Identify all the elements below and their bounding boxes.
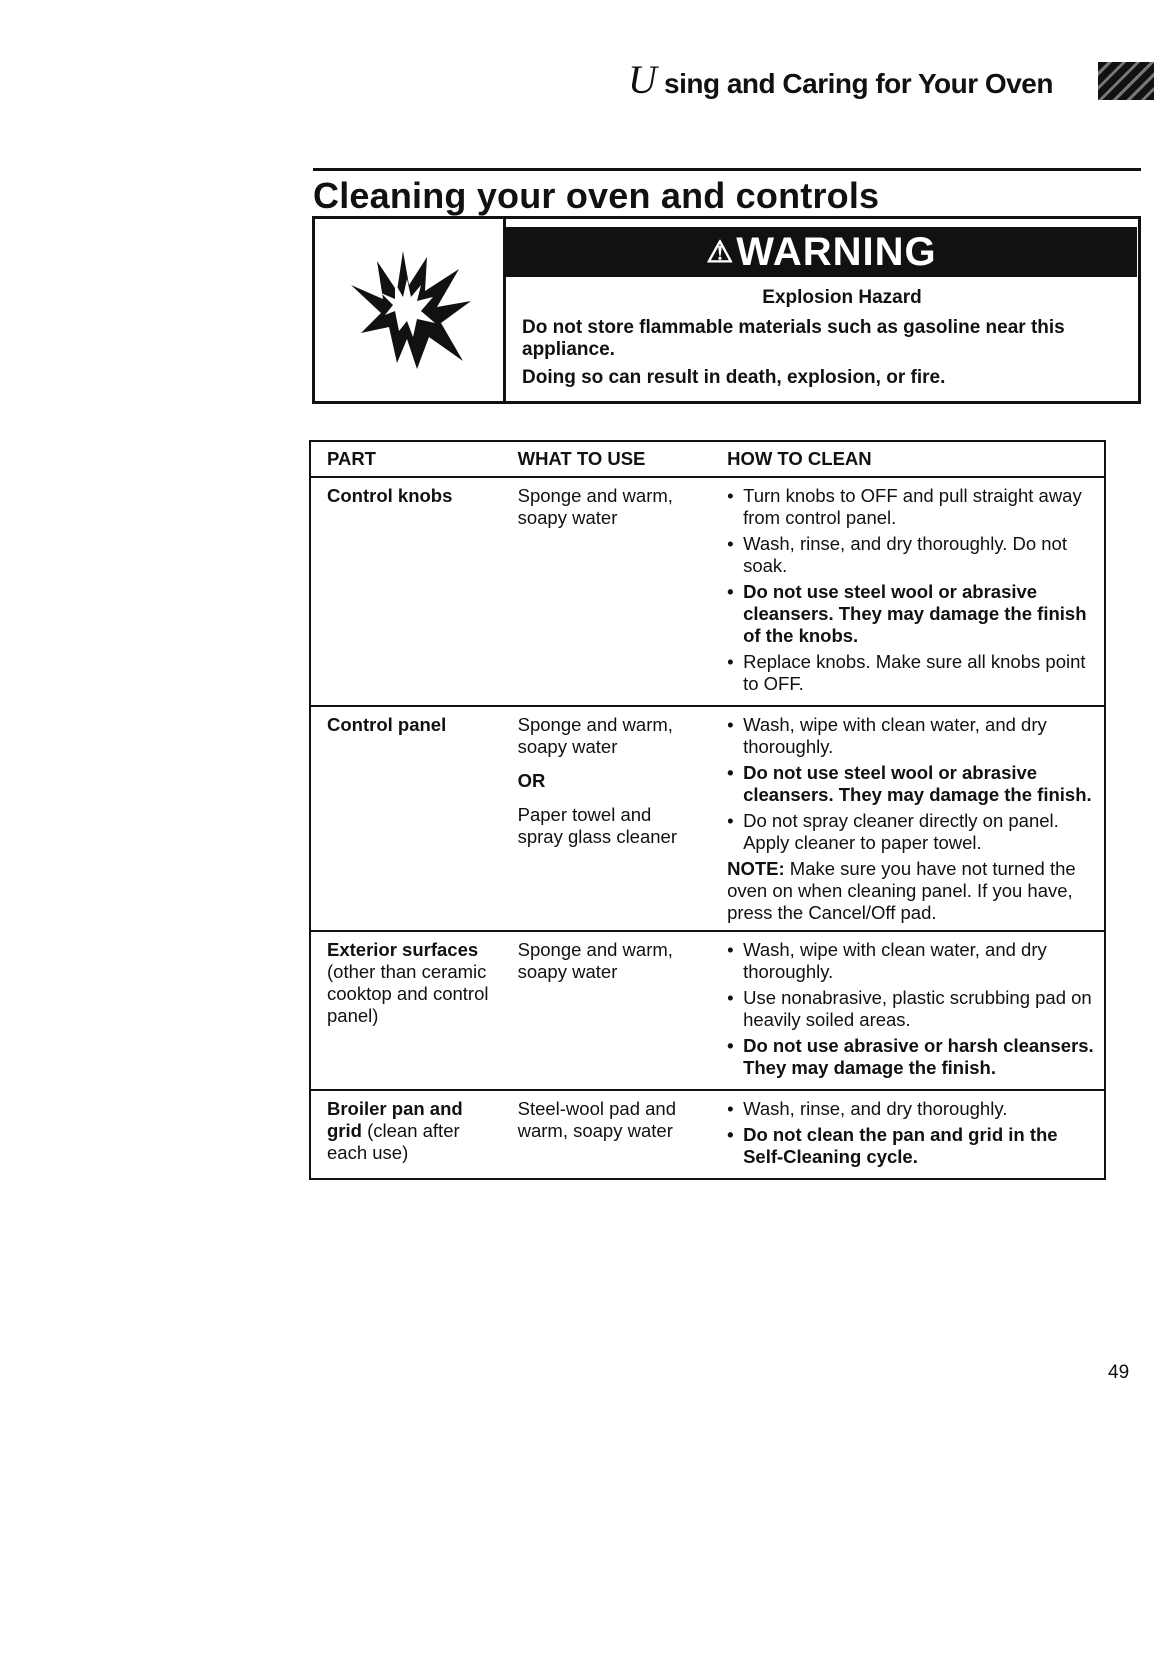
warning-line-1: Do not store flammable materials such as gasoline near this appliance. [522, 317, 1065, 360]
what-to-use-cell [502, 1090, 711, 1179]
use-or-separator: OR [517, 770, 546, 791]
warning-box [312, 216, 1141, 404]
step-item-warning: • Do not use steel wool or abrasive cleansers. They may damage the finish of the knobs. [727, 581, 1094, 647]
step-item: • Do not spray cleaner directly on panel. Apply cleaner to paper towel. [727, 810, 1094, 854]
warning-icon-cell [315, 219, 506, 401]
what-to-use-cell [502, 477, 711, 706]
step-item: • Wash, wipe with clean water, and dry thoroughly. [727, 714, 1094, 758]
use-option: Sponge and warm, soapy water [517, 939, 673, 982]
part-qualifier: (other than ceramic cooktop and control panel) [327, 961, 489, 1026]
header-title: sing and Caring for Your Oven [664, 68, 1053, 99]
part-name: Control panel [327, 714, 447, 735]
note-text: Make sure you have not turned the oven on when cleaning panel. If you have, press the Cancel/Off pad. [727, 858, 1076, 923]
use-option: Steel-wool pad and warm, soapy water [517, 1098, 676, 1141]
step-item: • Wash, rinse, and dry thoroughly. [727, 1098, 1094, 1120]
part-cell [310, 1090, 502, 1179]
note [727, 858, 1094, 924]
step-item: • Use nonabrasive, plastic scrubbing pad on heavily soiled areas. [727, 987, 1094, 1031]
how-to-clean-cell [711, 477, 1105, 706]
note-label: NOTE: [727, 858, 785, 879]
step-item: • Wash, rinse, and dry thoroughly. Do not soak. [727, 533, 1094, 577]
warning-banner [506, 227, 1137, 277]
what-to-use-cell [502, 931, 711, 1090]
warning-hazard: Explosion Hazard [762, 287, 922, 308]
how-to-clean-cell [711, 931, 1105, 1090]
warning-triangle-icon: ⚠ [706, 236, 735, 269]
column-header-how-to-clean: HOW TO CLEAN [711, 441, 1105, 477]
page-number: 49 [1108, 1362, 1130, 1383]
part-cell [310, 931, 502, 1090]
table-row [310, 477, 1105, 706]
step-list [727, 1098, 1094, 1168]
table-row [310, 706, 1105, 931]
header-title-initial: U [628, 57, 657, 102]
part-qualifier: (clean after each use) [327, 1120, 460, 1163]
use-option: Sponge and warm, soapy water [517, 714, 673, 757]
part-cell [310, 706, 502, 931]
warning-banner-text: WARNING [736, 230, 937, 274]
part-name: Control knobs [327, 485, 453, 506]
column-header-what-to-use: WHAT TO USE [502, 441, 711, 477]
page-header [620, 58, 1175, 118]
table-header-row [310, 441, 1105, 477]
oven-badge-icon [1098, 62, 1154, 100]
how-to-clean-cell [711, 1090, 1105, 1179]
warning-text [522, 287, 1122, 395]
step-item: • Wash, wipe with clean water, and dry thoroughly. [727, 939, 1094, 983]
step-list [727, 485, 1094, 695]
cleaning-table [309, 440, 1106, 1180]
table-row [310, 931, 1105, 1090]
use-option: Paper towel and spray glass cleaner [517, 804, 677, 847]
step-item-warning: • Do not use steel wool or abrasive cleansers. They may damage the finish. [727, 762, 1094, 806]
use-option: Sponge and warm, soapy water [517, 485, 673, 528]
table-row [310, 1090, 1105, 1179]
step-list [727, 939, 1094, 1079]
step-list [727, 714, 1094, 854]
part-name: Broiler pan and grid [327, 1098, 463, 1141]
step-item: • Replace knobs. Make sure all knobs point to OFF. [727, 651, 1094, 695]
section-title: Cleaning your oven and controls [313, 168, 1141, 217]
part-name: Exterior surfaces [327, 939, 479, 960]
warning-line-2: Doing so can result in death, explosion, or fire. [522, 367, 946, 388]
part-cell [310, 477, 502, 706]
step-item-warning: • Do not clean the pan and grid in the Self-Cleaning cycle. [727, 1124, 1094, 1168]
explosion-icon [337, 245, 477, 375]
column-header-part: PART [310, 441, 502, 477]
what-to-use-cell [502, 706, 711, 931]
how-to-clean-cell [711, 706, 1105, 931]
step-item-warning: • Do not use abrasive or harsh cleansers. They may damage the finish. [727, 1035, 1094, 1079]
step-item: • Turn knobs to OFF and pull straight away from control panel. [727, 485, 1094, 529]
